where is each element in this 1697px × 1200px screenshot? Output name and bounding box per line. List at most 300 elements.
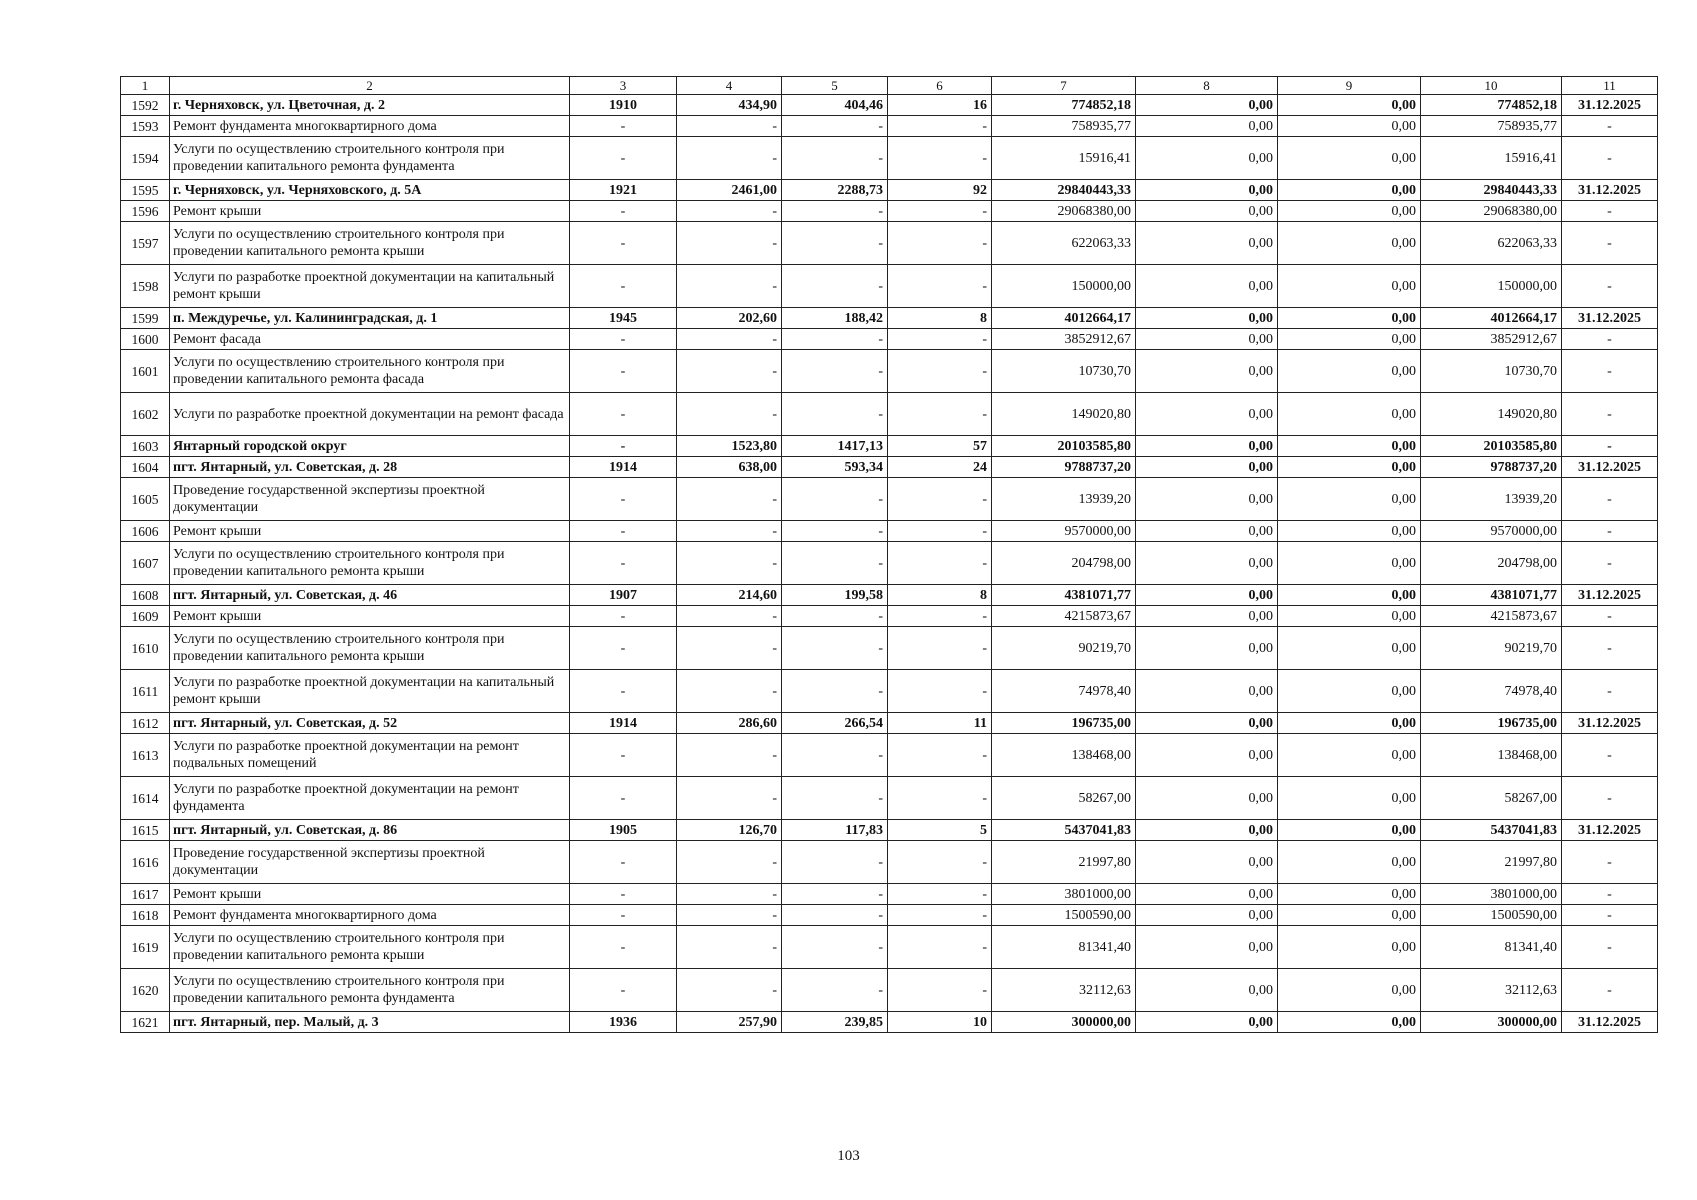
row-number: 1617	[121, 884, 170, 905]
total-area: -	[677, 905, 782, 926]
total-cost: 21997,80	[992, 841, 1136, 884]
row-number: 1604	[121, 457, 170, 478]
residents: 10	[888, 1012, 992, 1033]
total-cost: 4381071,77	[992, 585, 1136, 606]
fund-support: 0,00	[1136, 627, 1278, 670]
column-number-row	[121, 77, 1658, 95]
total-cost: 149020,80	[992, 393, 1136, 436]
living-area: -	[782, 265, 888, 308]
budget-funds: 0,00	[1278, 969, 1421, 1012]
build-year: -	[570, 329, 677, 350]
completion-date: -	[1562, 350, 1658, 393]
total-cost: 4215873,67	[992, 606, 1136, 627]
residents: 92	[888, 180, 992, 201]
total-cost: 15916,41	[992, 137, 1136, 180]
table-body	[121, 77, 1658, 1033]
living-area: -	[782, 329, 888, 350]
build-year: -	[570, 969, 677, 1012]
build-year: -	[570, 777, 677, 820]
total-cost: 204798,00	[992, 542, 1136, 585]
column-number: 6	[888, 77, 992, 95]
work-row	[121, 521, 1658, 542]
owner-funds: 81341,40	[1421, 926, 1562, 969]
completion-date: -	[1562, 926, 1658, 969]
fund-support: 0,00	[1136, 95, 1278, 116]
work-description: Проведение государственной экспертизы проектной документации	[170, 478, 570, 521]
address-row	[121, 1012, 1658, 1033]
build-year: -	[570, 606, 677, 627]
fund-support: 0,00	[1136, 713, 1278, 734]
total-cost: 1500590,00	[992, 905, 1136, 926]
work-description: г. Черняховск, ул. Цветочная, д. 2	[170, 95, 570, 116]
owner-funds: 3852912,67	[1421, 329, 1562, 350]
owner-funds: 138468,00	[1421, 734, 1562, 777]
work-description: пгт. Янтарный, пер. Малый, д. 3	[170, 1012, 570, 1033]
residents: -	[888, 670, 992, 713]
row-number: 1614	[121, 777, 170, 820]
budget-funds: 0,00	[1278, 137, 1421, 180]
total-area: -	[677, 841, 782, 884]
fund-support: 0,00	[1136, 222, 1278, 265]
address-row	[121, 436, 1658, 457]
column-number: 11	[1562, 77, 1658, 95]
total-area: -	[677, 222, 782, 265]
work-description: Услуги по разработке проектной документации на капитальный ремонт крыши	[170, 670, 570, 713]
address-row	[121, 95, 1658, 116]
owner-funds: 4381071,77	[1421, 585, 1562, 606]
living-area: 199,58	[782, 585, 888, 606]
living-area: -	[782, 350, 888, 393]
owner-funds: 15916,41	[1421, 137, 1562, 180]
living-area: 117,83	[782, 820, 888, 841]
owner-funds: 1500590,00	[1421, 905, 1562, 926]
completion-date: -	[1562, 606, 1658, 627]
work-row	[121, 350, 1658, 393]
living-area: -	[782, 884, 888, 905]
row-number: 1606	[121, 521, 170, 542]
budget-funds: 0,00	[1278, 478, 1421, 521]
address-row	[121, 820, 1658, 841]
work-row	[121, 542, 1658, 585]
completion-date: -	[1562, 329, 1658, 350]
living-area: -	[782, 521, 888, 542]
budget-funds: 0,00	[1278, 95, 1421, 116]
total-area: 1523,80	[677, 436, 782, 457]
budget-funds: 0,00	[1278, 926, 1421, 969]
living-area: -	[782, 905, 888, 926]
residents: -	[888, 329, 992, 350]
owner-funds: 4012664,17	[1421, 308, 1562, 329]
completion-date: 31.12.2025	[1562, 180, 1658, 201]
fund-support: 0,00	[1136, 478, 1278, 521]
residents: 5	[888, 820, 992, 841]
residents: -	[888, 627, 992, 670]
build-year: 1914	[570, 713, 677, 734]
completion-date: -	[1562, 393, 1658, 436]
completion-date: 31.12.2025	[1562, 457, 1658, 478]
total-area: -	[677, 521, 782, 542]
living-area: -	[782, 222, 888, 265]
budget-funds: 0,00	[1278, 329, 1421, 350]
living-area: 266,54	[782, 713, 888, 734]
completion-date: 31.12.2025	[1562, 308, 1658, 329]
row-number: 1613	[121, 734, 170, 777]
build-year: -	[570, 137, 677, 180]
work-description: Ремонт фундамента многоквартирного дома	[170, 905, 570, 926]
column-number: 5	[782, 77, 888, 95]
budget-funds: 0,00	[1278, 713, 1421, 734]
total-cost: 20103585,80	[992, 436, 1136, 457]
build-year: -	[570, 350, 677, 393]
residents: -	[888, 222, 992, 265]
residents: -	[888, 265, 992, 308]
row-number: 1603	[121, 436, 170, 457]
fund-support: 0,00	[1136, 670, 1278, 713]
program-table	[120, 76, 1658, 1033]
row-number: 1610	[121, 627, 170, 670]
living-area: -	[782, 777, 888, 820]
work-description: Ремонт крыши	[170, 521, 570, 542]
build-year: -	[570, 627, 677, 670]
work-description: п. Междуречье, ул. Калининградская, д. 1	[170, 308, 570, 329]
build-year: -	[570, 521, 677, 542]
build-year: 1945	[570, 308, 677, 329]
work-description: Янтарный городской округ	[170, 436, 570, 457]
build-year: -	[570, 542, 677, 585]
work-row	[121, 926, 1658, 969]
row-number: 1616	[121, 841, 170, 884]
total-cost: 13939,20	[992, 478, 1136, 521]
row-number: 1601	[121, 350, 170, 393]
total-area: -	[677, 329, 782, 350]
living-area: 2288,73	[782, 180, 888, 201]
build-year: -	[570, 905, 677, 926]
residents: 57	[888, 436, 992, 457]
row-number: 1595	[121, 180, 170, 201]
completion-date: -	[1562, 627, 1658, 670]
address-row	[121, 457, 1658, 478]
total-cost: 5437041,83	[992, 820, 1136, 841]
work-row	[121, 393, 1658, 436]
owner-funds: 9788737,20	[1421, 457, 1562, 478]
total-area: -	[677, 478, 782, 521]
work-row	[121, 222, 1658, 265]
budget-funds: 0,00	[1278, 457, 1421, 478]
build-year: -	[570, 734, 677, 777]
work-description: Услуги по осуществлению строительного контроля при проведении капитального ремонта крыши	[170, 627, 570, 670]
owner-funds: 774852,18	[1421, 95, 1562, 116]
work-description: г. Черняховск, ул. Черняховского, д. 5А	[170, 180, 570, 201]
residents: -	[888, 137, 992, 180]
budget-funds: 0,00	[1278, 436, 1421, 457]
work-description: Ремонт крыши	[170, 884, 570, 905]
owner-funds: 622063,33	[1421, 222, 1562, 265]
build-year: -	[570, 201, 677, 222]
completion-date: 31.12.2025	[1562, 713, 1658, 734]
living-area: 239,85	[782, 1012, 888, 1033]
total-area: 202,60	[677, 308, 782, 329]
living-area: -	[782, 606, 888, 627]
fund-support: 0,00	[1136, 521, 1278, 542]
budget-funds: 0,00	[1278, 627, 1421, 670]
budget-funds: 0,00	[1278, 905, 1421, 926]
total-area: -	[677, 627, 782, 670]
work-description: Услуги по осуществлению строительного контроля при проведении капитального ремонта фасада	[170, 350, 570, 393]
work-description: Услуги по осуществлению строительного контроля при проведении капитального ремонта крыши	[170, 222, 570, 265]
residents: -	[888, 777, 992, 820]
fund-support: 0,00	[1136, 841, 1278, 884]
work-description: Ремонт крыши	[170, 606, 570, 627]
build-year: -	[570, 884, 677, 905]
residents: -	[888, 606, 992, 627]
total-area: -	[677, 542, 782, 585]
row-number: 1609	[121, 606, 170, 627]
completion-date: 31.12.2025	[1562, 1012, 1658, 1033]
work-row	[121, 116, 1658, 137]
total-cost: 4012664,17	[992, 308, 1136, 329]
fund-support: 0,00	[1136, 436, 1278, 457]
address-row	[121, 585, 1658, 606]
build-year: -	[570, 265, 677, 308]
build-year: 1921	[570, 180, 677, 201]
living-area: -	[782, 393, 888, 436]
total-area: -	[677, 884, 782, 905]
work-description: пгт. Янтарный, ул. Советская, д. 46	[170, 585, 570, 606]
living-area: -	[782, 734, 888, 777]
total-cost: 622063,33	[992, 222, 1136, 265]
column-number: 9	[1278, 77, 1421, 95]
fund-support: 0,00	[1136, 734, 1278, 777]
total-cost: 10730,70	[992, 350, 1136, 393]
budget-funds: 0,00	[1278, 585, 1421, 606]
row-number: 1592	[121, 95, 170, 116]
fund-support: 0,00	[1136, 137, 1278, 180]
completion-date: -	[1562, 734, 1658, 777]
column-number: 1	[121, 77, 170, 95]
work-row	[121, 606, 1658, 627]
total-cost: 90219,70	[992, 627, 1136, 670]
fund-support: 0,00	[1136, 350, 1278, 393]
work-description: Услуги по осуществлению строительного контроля при проведении капитального ремонта крыши	[170, 542, 570, 585]
budget-funds: 0,00	[1278, 841, 1421, 884]
build-year: 1905	[570, 820, 677, 841]
fund-support: 0,00	[1136, 201, 1278, 222]
living-area: -	[782, 116, 888, 137]
fund-support: 0,00	[1136, 884, 1278, 905]
residents: -	[888, 542, 992, 585]
column-number: 10	[1421, 77, 1562, 95]
page-number: 103	[837, 1148, 860, 1164]
completion-date: -	[1562, 201, 1658, 222]
total-cost: 300000,00	[992, 1012, 1136, 1033]
residents: -	[888, 478, 992, 521]
fund-support: 0,00	[1136, 926, 1278, 969]
residents: -	[888, 969, 992, 1012]
living-area: -	[782, 627, 888, 670]
build-year: -	[570, 393, 677, 436]
budget-funds: 0,00	[1278, 180, 1421, 201]
work-row	[121, 329, 1658, 350]
fund-support: 0,00	[1136, 1012, 1278, 1033]
work-row	[121, 265, 1658, 308]
total-cost: 150000,00	[992, 265, 1136, 308]
fund-support: 0,00	[1136, 905, 1278, 926]
total-cost: 758935,77	[992, 116, 1136, 137]
row-number: 1619	[121, 926, 170, 969]
total-area: 286,60	[677, 713, 782, 734]
owner-funds: 758935,77	[1421, 116, 1562, 137]
total-area: -	[677, 116, 782, 137]
work-description: пгт. Янтарный, ул. Советская, д. 86	[170, 820, 570, 841]
fund-support: 0,00	[1136, 116, 1278, 137]
build-year: -	[570, 670, 677, 713]
work-description: Услуги по разработке проектной документации на ремонт фундамента	[170, 777, 570, 820]
living-area: -	[782, 478, 888, 521]
budget-funds: 0,00	[1278, 350, 1421, 393]
work-row	[121, 478, 1658, 521]
fund-support: 0,00	[1136, 585, 1278, 606]
owner-funds: 3801000,00	[1421, 884, 1562, 905]
row-number: 1602	[121, 393, 170, 436]
budget-funds: 0,00	[1278, 606, 1421, 627]
build-year: -	[570, 926, 677, 969]
work-row	[121, 905, 1658, 926]
row-number: 1621	[121, 1012, 170, 1033]
total-area: 214,60	[677, 585, 782, 606]
work-row	[121, 137, 1658, 180]
completion-date: -	[1562, 905, 1658, 926]
work-description: пгт. Янтарный, ул. Советская, д. 28	[170, 457, 570, 478]
total-cost: 74978,40	[992, 670, 1136, 713]
residents: 11	[888, 713, 992, 734]
residents: -	[888, 905, 992, 926]
work-row	[121, 969, 1658, 1012]
total-cost: 29840443,33	[992, 180, 1136, 201]
total-area: 2461,00	[677, 180, 782, 201]
row-number: 1607	[121, 542, 170, 585]
residents: -	[888, 116, 992, 137]
budget-funds: 0,00	[1278, 820, 1421, 841]
owner-funds: 4215873,67	[1421, 606, 1562, 627]
owner-funds: 150000,00	[1421, 265, 1562, 308]
build-year: -	[570, 116, 677, 137]
build-year: -	[570, 436, 677, 457]
residents: -	[888, 350, 992, 393]
fund-support: 0,00	[1136, 393, 1278, 436]
living-area: -	[782, 841, 888, 884]
fund-support: 0,00	[1136, 542, 1278, 585]
owner-funds: 13939,20	[1421, 478, 1562, 521]
completion-date: -	[1562, 670, 1658, 713]
budget-funds: 0,00	[1278, 265, 1421, 308]
build-year: -	[570, 478, 677, 521]
build-year: -	[570, 841, 677, 884]
column-number: 2	[170, 77, 570, 95]
living-area: 188,42	[782, 308, 888, 329]
residents: 24	[888, 457, 992, 478]
work-description: Ремонт крыши	[170, 201, 570, 222]
total-area: -	[677, 777, 782, 820]
fund-support: 0,00	[1136, 180, 1278, 201]
total-area: 257,90	[677, 1012, 782, 1033]
owner-funds: 58267,00	[1421, 777, 1562, 820]
total-area: -	[677, 201, 782, 222]
completion-date: -	[1562, 222, 1658, 265]
row-number: 1620	[121, 969, 170, 1012]
living-area: -	[782, 969, 888, 1012]
total-area: -	[677, 350, 782, 393]
address-row	[121, 180, 1658, 201]
total-cost: 3801000,00	[992, 884, 1136, 905]
work-description: Проведение государственной экспертизы проектной документации	[170, 841, 570, 884]
budget-funds: 0,00	[1278, 734, 1421, 777]
total-area: -	[677, 969, 782, 1012]
total-area: 638,00	[677, 457, 782, 478]
work-description: Услуги по разработке проектной документации на ремонт фасада	[170, 393, 570, 436]
work-row	[121, 884, 1658, 905]
row-number: 1593	[121, 116, 170, 137]
owner-funds: 29068380,00	[1421, 201, 1562, 222]
column-number: 8	[1136, 77, 1278, 95]
row-number: 1599	[121, 308, 170, 329]
build-year: -	[570, 222, 677, 265]
budget-funds: 0,00	[1278, 777, 1421, 820]
work-description: Услуги по осуществлению строительного контроля при проведении капитального ремонта фундамента	[170, 969, 570, 1012]
residents: -	[888, 393, 992, 436]
budget-funds: 0,00	[1278, 670, 1421, 713]
owner-funds: 10730,70	[1421, 350, 1562, 393]
row-number: 1597	[121, 222, 170, 265]
completion-date: -	[1562, 884, 1658, 905]
total-cost: 58267,00	[992, 777, 1136, 820]
work-description: Ремонт фасада	[170, 329, 570, 350]
completion-date: -	[1562, 116, 1658, 137]
residents: 8	[888, 585, 992, 606]
total-area: -	[677, 393, 782, 436]
fund-support: 0,00	[1136, 969, 1278, 1012]
work-description: пгт. Янтарный, ул. Советская, д. 52	[170, 713, 570, 734]
owner-funds: 5437041,83	[1421, 820, 1562, 841]
completion-date: 31.12.2025	[1562, 820, 1658, 841]
living-area: 593,34	[782, 457, 888, 478]
work-row	[121, 670, 1658, 713]
row-number: 1596	[121, 201, 170, 222]
row-number: 1611	[121, 670, 170, 713]
work-description: Услуги по разработке проектной документации на ремонт подвальных помещений	[170, 734, 570, 777]
row-number: 1605	[121, 478, 170, 521]
work-row	[121, 734, 1658, 777]
total-area: 126,70	[677, 820, 782, 841]
total-cost: 29068380,00	[992, 201, 1136, 222]
column-number: 3	[570, 77, 677, 95]
completion-date: -	[1562, 478, 1658, 521]
budget-funds: 0,00	[1278, 542, 1421, 585]
completion-date: -	[1562, 542, 1658, 585]
completion-date: 31.12.2025	[1562, 95, 1658, 116]
residents: -	[888, 841, 992, 884]
work-row	[121, 841, 1658, 884]
living-area: -	[782, 137, 888, 180]
fund-support: 0,00	[1136, 265, 1278, 308]
total-cost: 81341,40	[992, 926, 1136, 969]
residents: -	[888, 926, 992, 969]
completion-date: -	[1562, 841, 1658, 884]
row-number: 1615	[121, 820, 170, 841]
living-area: -	[782, 201, 888, 222]
living-area: 1417,13	[782, 436, 888, 457]
residents: -	[888, 521, 992, 542]
work-row	[121, 627, 1658, 670]
